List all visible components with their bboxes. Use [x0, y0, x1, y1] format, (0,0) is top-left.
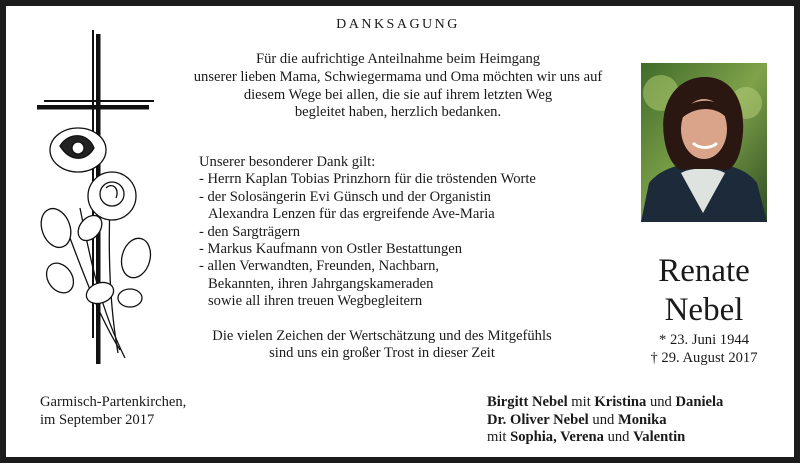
family-name: Dr. Oliver Nebel — [487, 411, 589, 428]
intro-line: diesem Wege bei allen, die sie auf ihrem letzten Weg — [243, 86, 553, 103]
intro-text — [150, 51, 646, 122]
closing-line: sind uns ein großer Trost in dieser Zeit — [269, 345, 495, 361]
closing-line: Die vielen Zeichen der Wertschätzung und des Mitgefühls — [212, 328, 552, 344]
thanks-item: - Herrn Kaplan Tobias Prinzhorn für die tröstenden Worte — [199, 171, 536, 188]
family-name: Birgitt Nebel — [487, 394, 568, 410]
family-connector: und — [588, 411, 618, 428]
date: im September 2017 — [40, 411, 155, 428]
cross-with-roses-illustration — [30, 28, 170, 368]
thanks-item: - Markus Kaufmann von Ostler Bestattungen — [199, 241, 463, 258]
portrait-photo — [641, 63, 767, 222]
death-date: † 29. August 2017 — [650, 349, 758, 366]
roses-icon — [36, 128, 155, 358]
closing-text — [180, 328, 584, 362]
family-line — [487, 394, 723, 412]
intro-line: unserer lieben Mama, Schwiegermama und Oma möchten wir uns auf — [193, 68, 603, 85]
last-name: Nebel — [664, 292, 744, 328]
place-and-date — [40, 394, 186, 429]
family-name: Valentin — [633, 429, 686, 446]
deceased-name — [630, 252, 778, 330]
thanks-item: Bekannten, ihren Jahrgangskameraden — [208, 275, 434, 292]
intro-line: Für die aufrichtige Anteilnahme beim Heimgang — [255, 51, 541, 67]
family-connector: mit — [487, 429, 511, 446]
family-name: Sophia, Verena — [510, 429, 604, 446]
intro-line: begleitet haben, herzlich bedanken. — [294, 104, 502, 121]
first-name: Renate — [658, 253, 750, 289]
family-line — [487, 412, 723, 430]
family-connector: und — [603, 429, 634, 446]
family-name: Monika — [617, 411, 667, 428]
family-connector: mit — [567, 394, 595, 410]
place: Garmisch-Partenkirchen, — [40, 394, 187, 410]
family-line — [487, 429, 723, 447]
notice-title: DANKSAGUNG — [336, 17, 460, 32]
thanks-item: - der Solosängerin Evi Günsch und der Organistin — [199, 188, 491, 205]
thanks-item: sowie all ihren treuen Wegbegleitern — [208, 293, 423, 310]
thanks-item: Alexandra Lenzen für das ergreifende Ave-Maria — [208, 206, 495, 223]
family-signature — [487, 394, 723, 447]
thanks-item: - allen Verwandten, Freunden, Nachbarn, — [199, 258, 440, 275]
thanks-item: - den Sargträgern — [199, 223, 301, 240]
thanks-heading: Unserer besonderer Dank gilt: — [199, 154, 376, 170]
life-dates — [630, 332, 778, 367]
family-connector: und — [646, 394, 676, 410]
family-name: Daniela — [675, 394, 724, 410]
family-name: Kristina — [594, 394, 647, 410]
thanks-list — [199, 154, 536, 311]
birth-date: * 23. Juni 1944 — [659, 332, 749, 348]
